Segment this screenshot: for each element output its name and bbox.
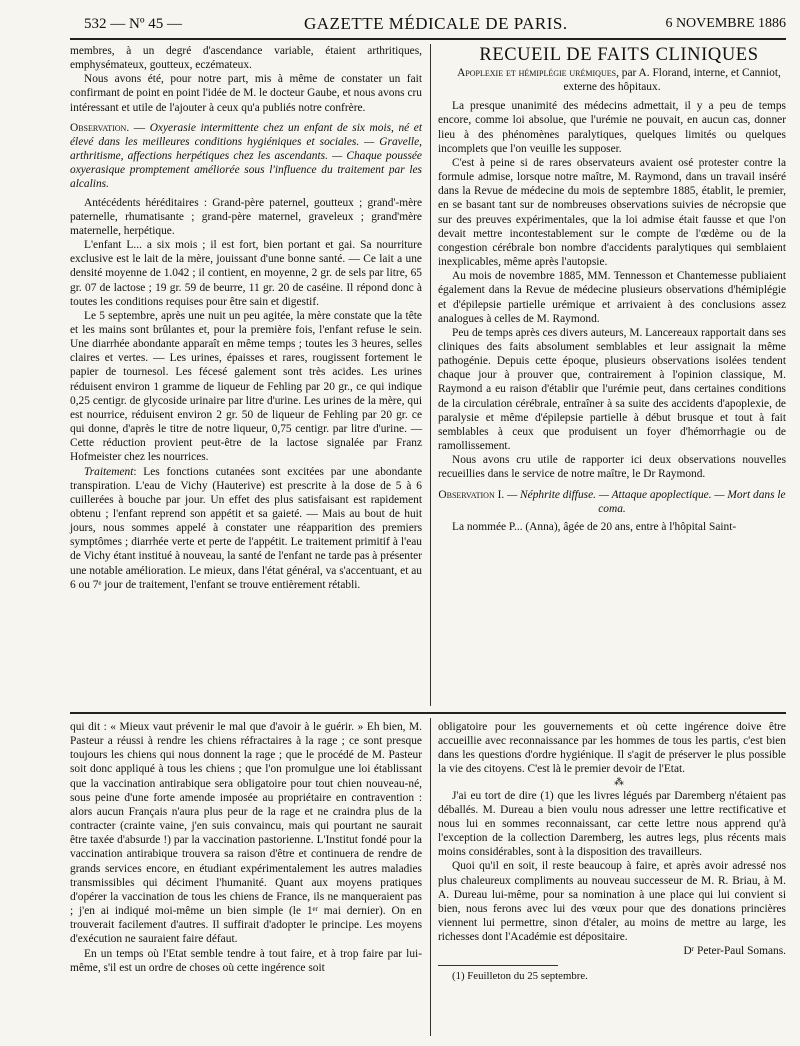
issue-date: 6 NOVEMBRE 1886	[665, 16, 786, 31]
traitement-text: : Les fonctions cutanées sont excitées par une abondante transpiration. L'eau de Vichy (Hauterive) est prescrite à la dose de 5 à 6 cuillerées à bouche par jour. Un effet des plus satisfaisant est rapidement obtenu ; l'enfant reprend son appétit et sa gaieté. — Mais au bout de huit jours, nous sommes appelé à constater une réapparition des premiers symptômes ; diarrhée verte et perte de l'appétit. Le traitement primitif à l'eau de Vichy étant institué à nouveau, la santé de l'enfant ne tarde pas à présenter une notable amélioration. Le mieux, dans l'état général, va s'accentuant, et au 6 ou 7ᵉ jour de traitement, l'enfant se trouve entièrement rétabli.	[70, 465, 422, 591]
observation-label: Observation I.	[438, 488, 505, 501]
paragraph: La nommée P... (Anna), âgée de 20 ans, entre à l'hôpital Saint-	[452, 520, 737, 533]
page-header	[84, 14, 786, 36]
paragraph: Nous avons cru utile de rapporter ici deux observations nouvelles recueillies dans le service de notre maître, le Dr Raymond.	[438, 454, 786, 481]
feuilleton-rule	[70, 712, 786, 714]
journal-title: GAZETTE MÉDICALE DE PARIS.	[304, 14, 568, 33]
paragraph: J'ai eu tort de dire (1) que les livres légués par Daremberg n'étaient pas déballés. M. Dureau a bien voulu nous adresser une lettre rectificative et nous lui en sommes reconnaissant, car cette lettre nous apprend qu'à l'exception de la collection Daremberg, les autres legs, plus récents mais moins considérables, sont à la disposition des travailleurs.	[438, 789, 786, 859]
left-column	[70, 44, 422, 592]
header-rule	[70, 38, 786, 40]
article-byline: , par A. Florand, interne, et Canniot, externe des hôpitaux.	[563, 67, 781, 94]
feuilleton-right-column	[438, 720, 786, 983]
footnote-rule	[438, 965, 558, 966]
paragraph: Antécédents héréditaires : Grand-père paternel, goutteux ; grand'-mère paternelle, rhumatisante ; grand-père maternel, graveleux ; grand'mère maternelle, herpétique.	[70, 196, 422, 237]
observation-heading: Observation. — Oxyerasie intermittente chez un enfant de six mois, né et élevé dans les meilleures conditions hygiéniques et sociales. — Gravelle, arthritisme, affections herpétiques chez les ascendants. — Chaque poussée oxyerasique promptement améliorée sous l'influence du traitement par les alcalins.	[70, 121, 422, 191]
observation-title: Oxyerasie intermittente chez un enfant de six mois, né et élevé dans les meilleures conditions hygiéniques et sociales. — Gravelle, arthritisme, affections herpétiques chez les ascendants. — Chaque poussée oxyerasique promptement améliorée sous l'influence du traitement par les alcalins.	[70, 121, 422, 191]
paragraph: En un temps où l'Etat semble tendre à tout faire, et à trop faire par lui-même, s'il est un ordre de choses où cette ingérence soit	[70, 947, 422, 974]
paragraph: C'est à peine si de rares observateurs avaient osé protester contre la formule admise, lorsque notre maître, M. Raymond, dans un travail inséré dans la Revue de médecine du mois de septembre 1885, établit, le premier, en se basant tant sur de nombreuses observations suivies de nécropsie que sur des preuves expérimentales, que la loi admise était fausse et que l'on devait mettre incontestablement sur le compte de l'œdème ou de la congestion cérébrale bon nombre d'accidents paralytiques qui semblaient inexplicables, même après l'autopsie.	[438, 156, 786, 269]
paragraph-traitement	[70, 465, 422, 592]
feuilleton-left-column	[70, 720, 422, 975]
feuilleton-divider	[430, 718, 431, 1036]
section-title: RECUEIL DE FAITS CLINIQUES	[479, 45, 759, 65]
page-number: 532 — Nº 45 —	[84, 16, 182, 32]
article-heading	[438, 66, 786, 94]
observation-label: Observation.	[70, 121, 130, 134]
paragraph: Au mois de novembre 1885, MM. Tennesson et Chantemesse publiaient également dans la Revue de médecine plusieurs observations d'hémiplégie et d'épilepsie partielle urémique et arrivaient à des conclusions assez analogues à celles de M. Raymond.	[438, 270, 786, 325]
right-column	[438, 44, 786, 534]
paragraph: obligatoire pour les gouvernements et où cette ingérence doive être accueillie avec reconnaissance par les hommes de tous les partis, c'est bien dans les questions d'ordre hygiénique. Il s'agit de préserver le plus possible la vie des citoyens. C'est là le premier devoir de l'Etat.	[438, 721, 786, 776]
paragraph: Le 5 septembre, après une nuit un peu agitée, la mère constate que la tête et les mains sont brûlantes et, pour la première fois, l'enfant refuse le sein. Une diarrhée abondante apparaît en même temps ; toutes les 3 heures, selles claires et vertes. — Les urines, épaisses et rares, rougissent fortement le papier de tournesol. Les fécesé galement sont très acides. Les urines réduisent environ 1 gramme de liqueur de Fehling par 20 gr., ce qui indique 0,25 centigr. de glycoside urinaire par litre d'urine. Les urines de la mère, qui est nourrice, réduisent environ 2 gr. 50 de liqueur de Fehling par 20 gr. ce qui donne, d'après le titre de notre liqueur, 0,75 centigr. par litre d'urine. — Cette réduction provient peut-être de la lactose signalée par Franz Hofmeister chez les nourrices.	[70, 309, 422, 464]
observation-title: — Néphrite diffuse. — Attaque apoplectique. — Mort dans le coma.	[507, 488, 786, 515]
paragraph: La presque unanimité des médecins admettait, il y a peu de temps encore, comme loi absolue, que l'urémie ne pouvait, en aucun cas, donner lieu à des phénomènes paralytiques, quelques limités ou quelques incomplets que l'on veuille les supposer.	[438, 100, 786, 155]
paragraph: Quoi qu'il en soit, il reste beaucoup à faire, et après avoir adressé nos plus chaleureux compliments au nouveau successeur de M. R. Briau, à M. A. Dureau lui-même, pour sa nomination à une place qui lui convient si bien, nous ferons avec lui des vœux pour que des donations princières viennent lui permettre, sinon d'étaler, au moins de mettre au large, les richesses dont l'Académie est dépositaire.	[438, 860, 786, 944]
paragraph: Nous avons été, pour notre part, mis à même de constater un fait confirmant de point en point l'idée de M. le docteur Gaube, et nous avons cru intéressant et utile de l'ajouter à ceux qu'a publiés notre confrère.	[70, 73, 422, 114]
observation-heading	[438, 488, 786, 516]
paragraph: membres, à un degré d'ascendance variable, étaient arthritiques, emphysémateux, goutteux, eczémateux.	[70, 45, 422, 72]
paragraph: qui dit : « Mieux vaut prévenir le mal que d'avoir à le guérir. » Eh bien, M. Pasteur a réussi à rendre les chiens réfractaires à la rage ; ce sont presque toujours les chiens qui nous donnent la rage ; que le procédé de M. Pasteur soit donc appliqué à tous les chiens ; que l'on promulgue une loi établissant que la vaccination antirabique sera obligatoire pour tout chien nouveau-né, sous peine d'une forte amende imposée au propriétaire en contravention : alors aucun Français n'aura plus peur de la rage et ne craindra plus de la contracter (crainte vaine, j'en suis convaincu, mais qui pourtant ne saurait être taxée d'absurde !) par la vaccination pastorienne. L'Institut fondé pour la vaccination antirabique trouvera sa raison d'être et continuera de rendre de grands services encore, en étudiant expérimentalement les autres maladies transmissibles qui déciment l'humanité. Quant aux moyens pratiques d'opérer la vaccination de tous les chiens de France, ils ne manqueraient pas ; j'en ai indiqué moi-même un bien simple (le 1ᵉʳ mai dernier). On en trouverait facilement d'autres. Il suffirait d'adopter le principe. Les moyens d'exécution ne sauraient faire défaut.	[70, 721, 422, 946]
footnote: (1) Feuilleton du 25 septembre.	[452, 969, 588, 982]
signature: Dʳ Peter-Paul Somans.	[683, 945, 786, 958]
traitement-label: Traitement	[84, 465, 134, 478]
asterism-separator: ⁂	[614, 776, 624, 788]
article-title: Apoplexie et hémiplégie urémiques	[457, 67, 617, 79]
column-divider	[430, 44, 431, 706]
paragraph: L'enfant L... a six mois ; il est fort, bien portant et gai. Sa nourriture exclusive est le lait de la mère, jouissant d'une bonne santé. — Ce lait a une densité moyenne de 1.042 ; il contient, en moyenne, 2 gr. de sels par litre, 65 gr. 07 de lactose ; 19 gr. 59 de beurre, 11 gr. 20 de caséine. Il répond donc à toutes les conditions requises pour être sain et digestif.	[70, 239, 422, 308]
paragraph: Peu de temps après ces divers auteurs, M. Lancereaux rapportait dans ses cliniques des faits absolument semblables et leur assignait la même pathogénie. Depuis cette époque, plusieurs observations isolées tendent chaque jour à prouver que, contrairement à l'opinion classique, M. Raymond a eu raison d'établir que l'urémie peut, dans certaines conditions de la circulation cérébrale, entraîner à sa suite des accidents d'apoplexie, de paralysie et même d'épilepsie partielle à début brusque et tout à fait semblables à ceux que produisent un foyer d'hémorrhagie ou de ramollissement.	[438, 326, 786, 453]
